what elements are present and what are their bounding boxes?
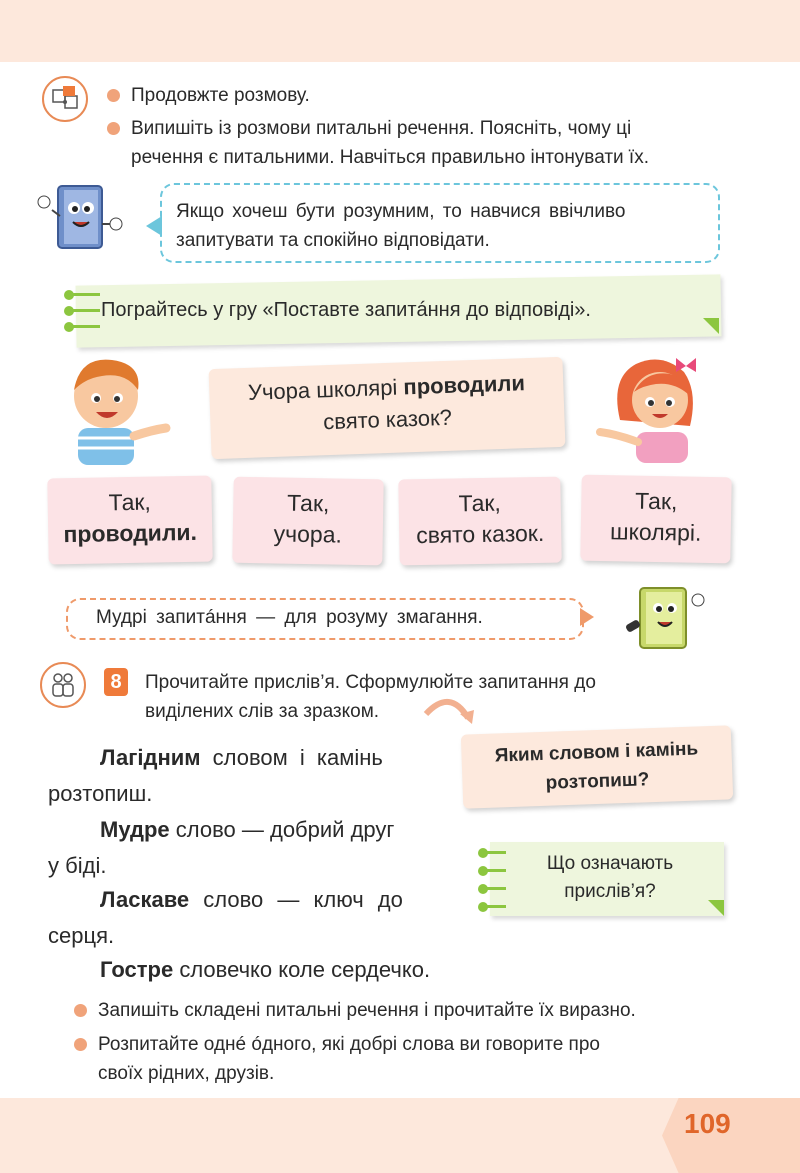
banner-line bbox=[484, 905, 506, 908]
exercise-line1: Прочитайте прислів’я. Сформулюйте запитання до bbox=[145, 672, 596, 693]
proverb-3-bold: Ласкаве bbox=[100, 887, 190, 912]
proverb-1-line2: розтопиш. bbox=[48, 781, 153, 806]
banner-line bbox=[484, 851, 506, 854]
answer-card-4 bbox=[580, 475, 731, 564]
task-bullet-1: Продовжте розмову. bbox=[131, 85, 310, 106]
pair-work-icon bbox=[40, 662, 86, 708]
answer-card-2 bbox=[232, 477, 383, 566]
proverb-3-line1 bbox=[100, 882, 403, 918]
bullet-dot bbox=[107, 89, 120, 102]
puzzle-icon bbox=[42, 76, 88, 122]
task-bullet-2-line1: Випишіть із розмови питальні речення. Поясніть, чому ці bbox=[131, 118, 632, 139]
sample-question-text bbox=[461, 733, 733, 800]
answer-1-line2: проводили. bbox=[63, 518, 198, 548]
question-line2: свято казок? bbox=[322, 404, 453, 435]
answer-4-line1: Так, bbox=[634, 487, 678, 515]
banner-line bbox=[70, 309, 100, 312]
proverb-4-line1 bbox=[100, 952, 430, 988]
page-number: 109 bbox=[684, 1108, 731, 1139]
bullet-dot bbox=[107, 122, 120, 135]
proverb-2-line2: у біді. bbox=[48, 853, 107, 878]
proverb-3-rest: слово — ключ до bbox=[189, 887, 403, 912]
answer-2-line1: Так, bbox=[286, 489, 330, 517]
bullet-dot bbox=[74, 1004, 87, 1017]
wisdom-bubble-pointer bbox=[580, 608, 594, 626]
proverb-3-line2: серця. bbox=[48, 923, 115, 948]
proverb-1-line1 bbox=[100, 740, 436, 776]
bullet-dot bbox=[74, 1038, 87, 1051]
proverb-1-bold: Лагідним bbox=[100, 745, 201, 770]
proverb-2-line1 bbox=[100, 812, 394, 848]
banner-corner bbox=[703, 318, 719, 334]
girl-character-icon bbox=[596, 348, 714, 463]
answer-2-line2: учора. bbox=[273, 520, 343, 548]
task-bullet-2-line2: речення є питальними. Навчіться правильно інтонувати їх. bbox=[131, 147, 649, 168]
proverb-4-rest: словечко коле сердечко. bbox=[173, 957, 431, 982]
question-bold-word: проводили bbox=[402, 370, 526, 400]
answer-card-1 bbox=[47, 476, 212, 565]
final-task-2-line1: Розпитайте однé óдного, які добрі слова ви говорите про bbox=[98, 1034, 600, 1055]
tip-line1: Якщо хочеш бути розумним, то навчися ввічливо bbox=[176, 201, 626, 222]
sample-question-line2: розтопиш? bbox=[545, 769, 650, 794]
boy-character-icon bbox=[56, 350, 176, 465]
game-banner-text: Пограйтесь у гру «Поставте запитáння до відповіді». bbox=[101, 299, 591, 321]
bubble-pointer bbox=[146, 216, 162, 236]
book-character-icon bbox=[30, 180, 130, 260]
final-task-2-line2: своїх рідних, друзів. bbox=[98, 1063, 275, 1084]
proverb-1-rest: словом і камінь bbox=[200, 745, 383, 770]
page-number-tab bbox=[662, 1098, 800, 1173]
exercise-number-badge: 8 bbox=[104, 668, 128, 696]
banner-line bbox=[484, 869, 506, 872]
tip-line2: запитувати та спокійно відповідати. bbox=[176, 230, 490, 251]
proverb-2-bold: Мудре bbox=[100, 817, 170, 842]
wisdom-text: Мудрі запитáння — для розуму змагання. bbox=[96, 607, 483, 628]
banner-corner bbox=[708, 900, 724, 916]
meaning-text bbox=[510, 850, 710, 906]
exercise-line2: виділених слів за зразком. bbox=[145, 701, 380, 722]
proverb-4-bold: Гостре bbox=[100, 957, 174, 982]
question-text bbox=[209, 366, 565, 442]
banner-line bbox=[484, 887, 506, 890]
meaning-line2: прислів’я? bbox=[564, 881, 656, 902]
book-mic-character-icon bbox=[618, 584, 710, 654]
meaning-line1: Що означають bbox=[546, 853, 674, 874]
banner-line bbox=[70, 325, 100, 328]
sample-question-line1: Яким словом і камінь bbox=[494, 738, 699, 767]
answer-4-line2: школярі. bbox=[609, 518, 702, 546]
answer-3-line1: Так, bbox=[458, 489, 502, 517]
question-part1: Учора школярі bbox=[247, 374, 404, 405]
answer-1-line1: Так, bbox=[108, 488, 152, 516]
top-band bbox=[0, 0, 800, 62]
answer-card-3 bbox=[398, 477, 561, 566]
answer-3-line2: свято казок. bbox=[415, 519, 545, 549]
proverb-2-rest: слово — добрий друг bbox=[169, 817, 395, 842]
curved-arrow-icon bbox=[420, 690, 480, 730]
final-task-1: Запишіть складені питальні речення і прочитайте їх виразно. bbox=[98, 1000, 636, 1021]
banner-line bbox=[70, 293, 100, 296]
